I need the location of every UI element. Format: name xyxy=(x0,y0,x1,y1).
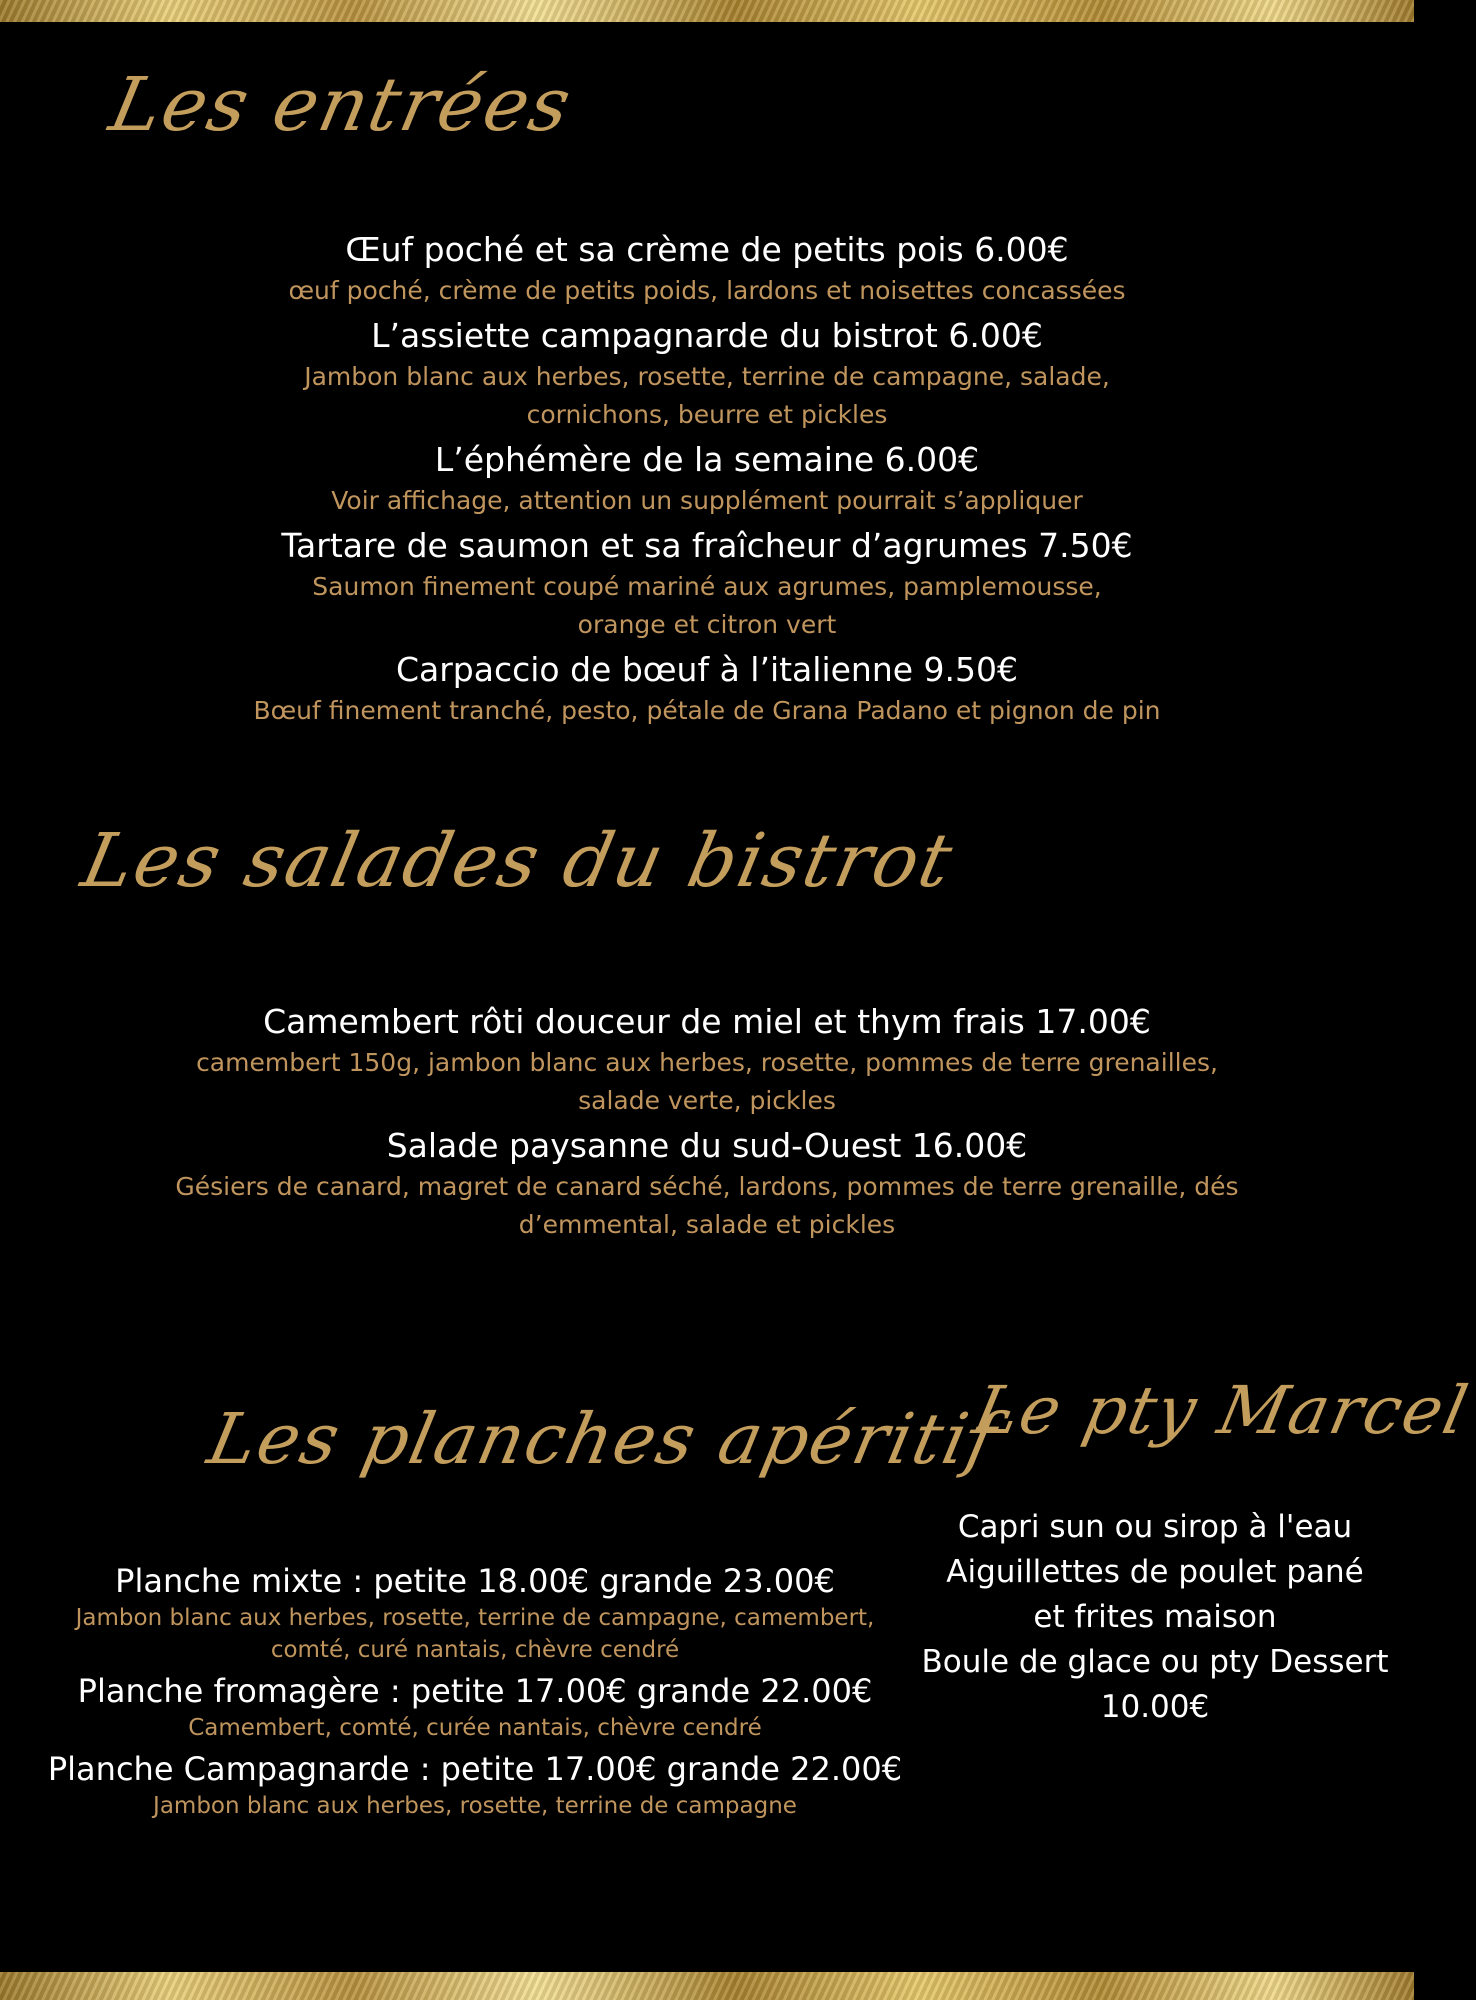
dish-description: Voir affichage, attention un supplément pourrait s’appliquer xyxy=(331,486,1083,515)
menu-item xyxy=(200,524,1214,644)
dish-name: Tartare de saumon et sa fraîcheur d’agrumes 7.50€ xyxy=(281,526,1133,565)
section-title-planches: Les planches apéritif xyxy=(201,1398,1005,1480)
dish-name: L’assiette campagnarde du bistrot 6.00€ xyxy=(371,316,1043,355)
dish-description: camembert 150g, jambon blanc aux herbes, rosette, pommes de terre grenailles, salade verte, pickles xyxy=(196,1048,1218,1115)
gold-border-top xyxy=(0,0,1414,22)
menu-item xyxy=(200,438,1214,520)
section-title-pty-marcel: Le pty Marcel xyxy=(966,1372,1476,1449)
menu-price: 10.00€ xyxy=(1100,1689,1210,1725)
section-title-salades: Les salades du bistrot xyxy=(74,818,962,904)
dish-description: Jambon blanc aux herbes, rosette, terrine de campagne xyxy=(153,1793,797,1819)
menu-item xyxy=(30,1748,920,1822)
menu-item xyxy=(200,228,1214,310)
dish-name: Planche Campagnarde : petite 17.00€ grande 22.00€ xyxy=(47,1750,903,1788)
dish-name: Planche mixte : petite 18.00€ grande 23.00€ xyxy=(115,1562,835,1600)
dish-description: Bœuf finement tranché, pesto, pétale de Grana Padano et pignon de pin xyxy=(253,696,1161,725)
menu-item xyxy=(160,1124,1254,1244)
menu-item xyxy=(30,1670,920,1744)
menu-item xyxy=(200,314,1214,434)
planches-list xyxy=(30,1560,920,1826)
dish-name: Camembert rôti douceur de miel et thym frais 17.00€ xyxy=(263,1002,1151,1041)
menu-item xyxy=(160,1000,1254,1120)
dish-name: L’éphémère de la semaine 6.00€ xyxy=(434,440,980,479)
dish-description: Camembert, comté, curée nantais, chèvre cendré xyxy=(188,1715,762,1741)
menu-line: Boule de glace ou pty Dessert xyxy=(921,1644,1389,1680)
dish-name: Salade paysanne du sud-Ouest 16.00€ xyxy=(386,1126,1028,1165)
menu-line: et frites maison xyxy=(1033,1599,1277,1635)
menu-item xyxy=(30,1560,920,1666)
dish-name: Œuf poché et sa crème de petits pois 6.00€ xyxy=(345,230,1069,269)
menu-line: Aiguillettes de poulet pané xyxy=(946,1554,1364,1590)
dish-description: Jambon blanc aux herbes, rosette, terrine de campagne, salade, cornichons, beurre et pickles xyxy=(304,362,1110,429)
dish-name: Carpaccio de bœuf à l’italienne 9.50€ xyxy=(395,650,1019,689)
dish-description: Jambon blanc aux herbes, rosette, terrine de campagne, camembert, comté, curé nantais, chèvre cendré xyxy=(75,1605,875,1663)
menu-line: Capri sun ou sirop à l'eau xyxy=(957,1509,1353,1545)
dish-name: Planche fromagère : petite 17.00€ grande 22.00€ xyxy=(77,1672,873,1710)
entrees-list xyxy=(200,228,1214,734)
pty-marcel-menu xyxy=(920,1505,1390,1730)
dish-description: œuf poché, crème de petits poids, lardons et noisettes concassées xyxy=(288,276,1126,305)
gold-border-bottom xyxy=(0,1972,1414,2000)
dish-description: Gésiers de canard, magret de canard séché, lardons, pommes de terre grenaille, dés d’emmental, salade et pickles xyxy=(175,1172,1239,1239)
menu-item xyxy=(200,648,1214,730)
dish-description: Saumon finement coupé mariné aux agrumes, pamplemousse, orange et citron vert xyxy=(312,572,1102,639)
section-title-entrees: Les entrées xyxy=(102,62,580,148)
salades-list xyxy=(160,1000,1254,1248)
